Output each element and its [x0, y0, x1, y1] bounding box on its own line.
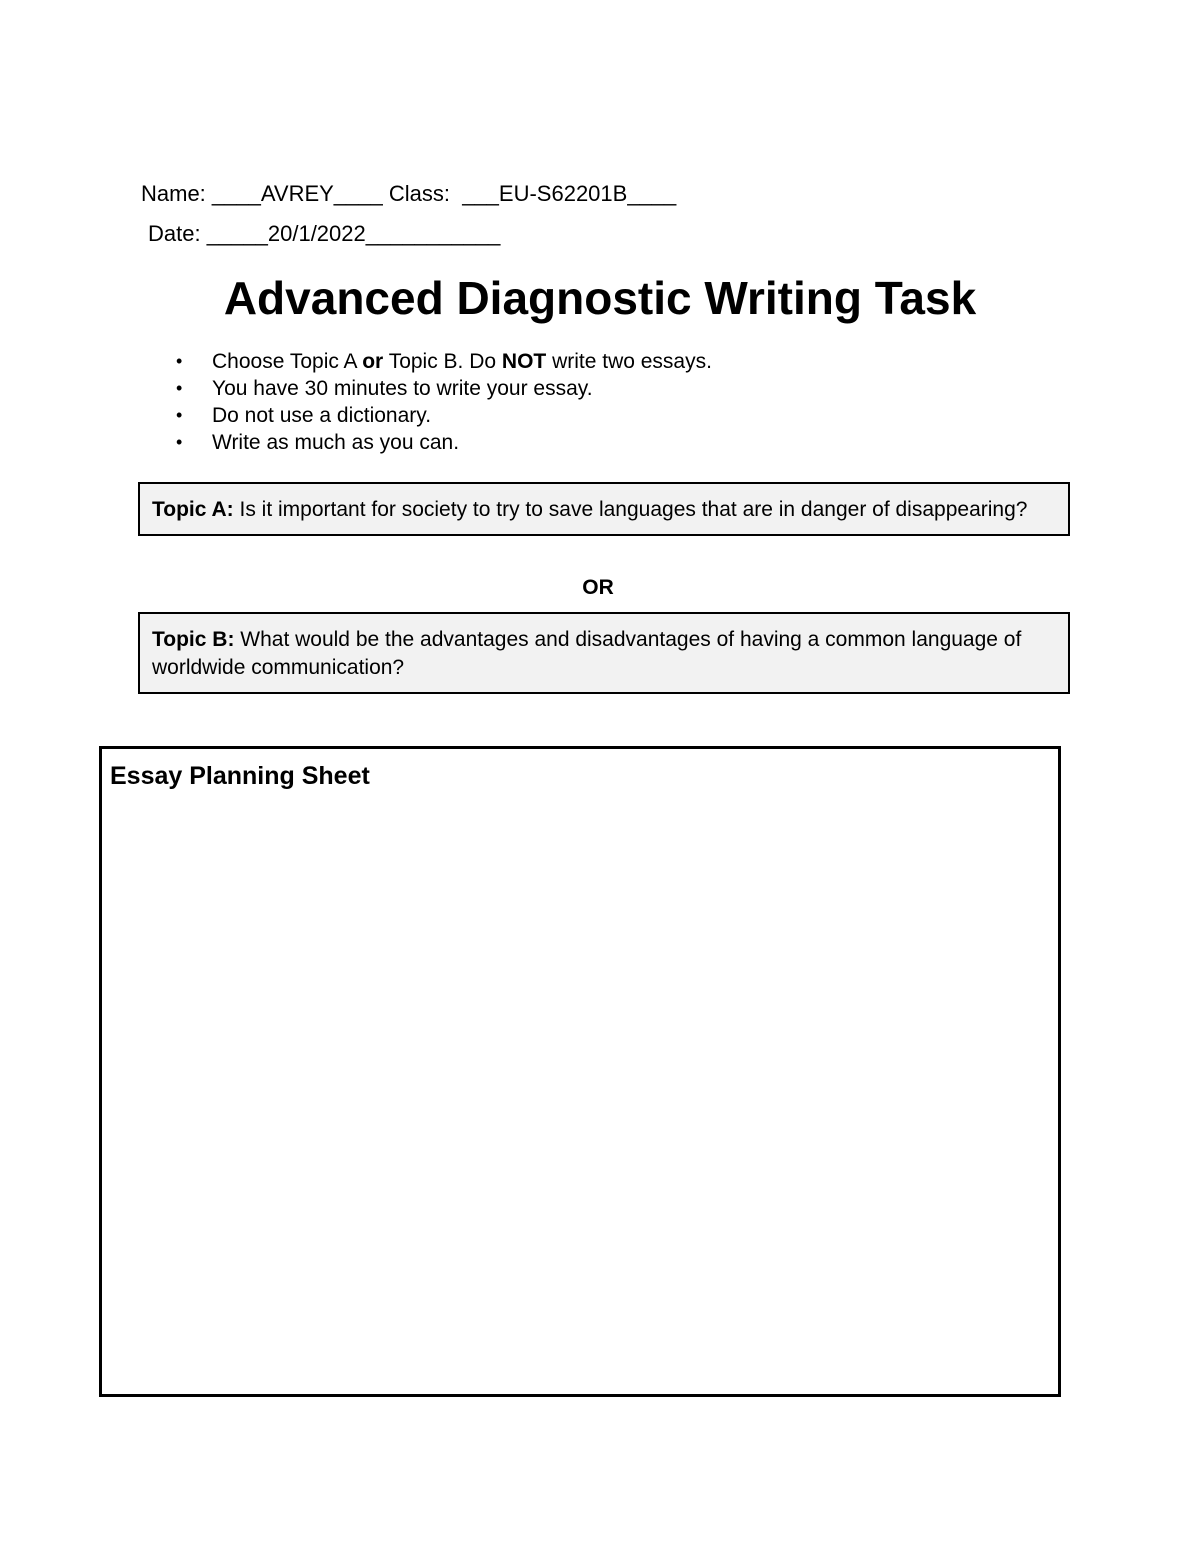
instruction-text-c: Topic B. Do — [383, 350, 502, 373]
instruction-emphasis-or: or — [362, 350, 384, 373]
or-separator: OR — [582, 576, 614, 599]
topic-a-label: Topic A: — [152, 498, 234, 521]
instruction-emphasis-not: NOT — [501, 350, 547, 373]
page-title: Advanced Diagnostic Writing Task — [223, 272, 977, 324]
bullet-icon: • — [176, 378, 183, 398]
list-item — [170, 348, 712, 375]
instruction-text: You have 30 minutes to write your essay. — [212, 377, 593, 400]
topic-b-box — [138, 612, 1070, 694]
date-line: Date: _____20/1/2022___________ — [148, 221, 501, 246]
instruction-text: Do not use a dictionary. — [212, 404, 432, 427]
topic-a-box — [138, 482, 1070, 536]
list-item — [170, 375, 712, 402]
essay-planning-area[interactable] — [99, 746, 1061, 1397]
planning-sheet-title: Essay Planning Sheet — [110, 762, 370, 790]
list-item — [170, 429, 712, 456]
list-item — [170, 402, 712, 429]
instruction-text-a: Choose Topic A — [212, 350, 363, 373]
topic-b-label: Topic B: — [152, 628, 235, 651]
bullet-icon: • — [176, 432, 183, 452]
bullet-icon: • — [176, 405, 183, 425]
topic-b-text: What would be the advantages and disadvantages of having a common language of worldwide communication? — [152, 628, 1022, 679]
bullet-icon: • — [176, 351, 183, 371]
topic-a-text: Is it important for society to try to save languages that are in danger of disappearing? — [233, 498, 1028, 521]
instructions-list — [170, 348, 712, 456]
name-class-line: Name: ____AVREY____ Class: ___EU-S62201B____ — [141, 181, 677, 206]
instruction-text-e: write two essays. — [546, 350, 712, 373]
instruction-text: Write as much as you can. — [212, 431, 460, 454]
